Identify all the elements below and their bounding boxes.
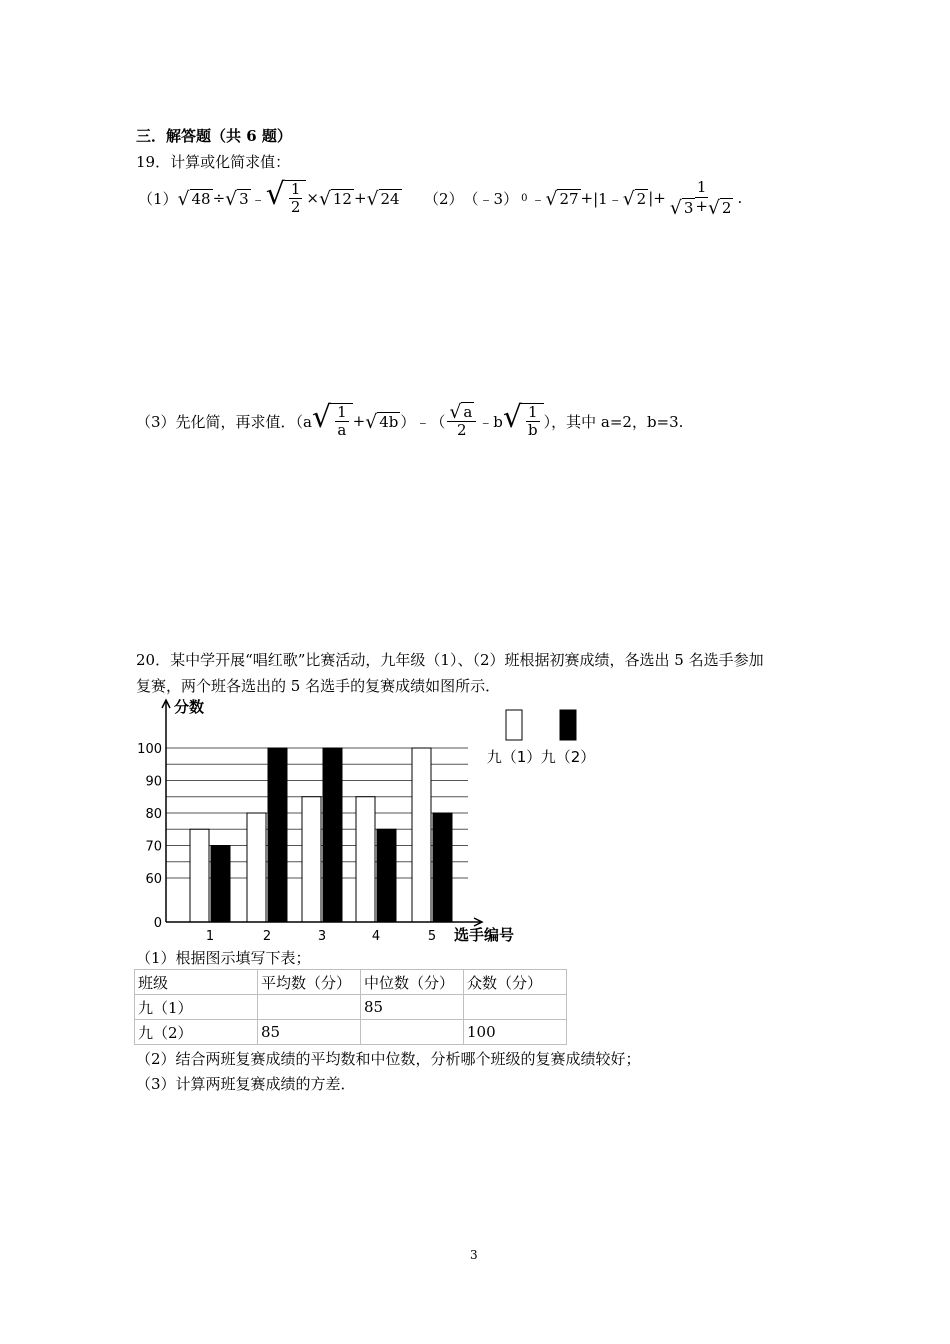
bar-class2	[377, 829, 396, 922]
legend-swatch	[506, 710, 522, 740]
table-header-row	[135, 970, 567, 995]
bar-class1	[190, 829, 209, 922]
q19-part3	[136, 396, 683, 446]
plus-sign: +	[353, 189, 367, 207]
table-row	[135, 1020, 567, 1045]
bar-class1	[302, 797, 321, 922]
y-tick-label: 0	[153, 916, 162, 931]
plus-sign: +	[653, 189, 666, 207]
q20-sub2: （2）结合两班复赛成绩的平均数和中位数，分析哪个班级的复赛成绩较好；	[136, 1050, 641, 1068]
y-tick-label: 90	[145, 774, 162, 790]
bar-chart	[132, 694, 622, 950]
plus-sign: +	[580, 189, 594, 207]
table-row	[135, 995, 567, 1020]
bar-class1	[412, 748, 431, 922]
q19-p3-label: （3）先化简，再求值．（a	[136, 412, 312, 431]
fraction-sqrt-a-over-2: √ a 2	[447, 402, 476, 439]
table-cell: 九（2）	[135, 1020, 258, 1045]
table-cell[interactable]	[361, 1020, 464, 1045]
x-tick-label: 2	[262, 929, 272, 944]
q20-sub3: （3）计算两班复赛成绩的方差．	[136, 1075, 356, 1093]
sqrt-24: √ 24	[366, 188, 400, 210]
q20-sub1: （1）根据图示填写下表；	[136, 949, 311, 967]
q19-p2-label: （2）	[424, 189, 464, 208]
table-cell[interactable]	[464, 995, 567, 1020]
table-cell: 85	[361, 995, 464, 1020]
table-cell: 九（1）	[135, 995, 258, 1020]
q19-p3-tail: ），其中 a=2，b=3.	[543, 412, 684, 431]
sqrt-half: √ $\frac{1}{2}$	[266, 180, 307, 217]
div-sign: ÷	[212, 189, 226, 207]
table-cell: 85	[258, 1020, 361, 1045]
y-tick-label: 100	[137, 742, 162, 757]
x-tick-label: 1	[205, 929, 215, 944]
legend-label: 九（1）	[486, 748, 542, 766]
plus-sign: +	[352, 412, 366, 430]
table-header: 平均数（分）	[258, 970, 361, 995]
page-number: 3	[470, 1248, 478, 1262]
mid-paren: ）﹣（	[400, 412, 446, 431]
sqrt-2: √ 2	[622, 188, 647, 210]
x-tick-label: 5	[427, 929, 437, 944]
legend-label: 九（2）	[540, 748, 596, 766]
bar-class2	[323, 748, 342, 922]
y-axis-title: 分数	[174, 698, 205, 716]
abs-open: |1﹣	[593, 189, 623, 208]
sqrt-1-over-b: √ $\frac{1}{b}$	[503, 403, 544, 440]
y-tick-label: 60	[145, 872, 162, 887]
chart-legend	[487, 710, 596, 766]
sqrt-1-over-a: √ $\frac{1}{a}$	[312, 403, 353, 440]
q20-line2: 复赛，两个班各选出的 5 名选手的复赛成绩如图所示．	[136, 677, 501, 695]
q20-line1: 20．某中学开展“唱红歌”比赛活动，九年级（1）、（2）班根据初赛成绩，各选出 5 名选手参加	[136, 651, 764, 669]
bar-class1	[356, 797, 375, 922]
fraction-reciprocal: 1 √ 3 + √ 2	[669, 178, 732, 219]
score-table	[134, 969, 567, 1045]
paren-neg3: （﹣3）	[463, 189, 519, 208]
sqrt-4b: √ 4b	[365, 411, 399, 433]
table-cell: 100	[464, 1020, 567, 1045]
table-header: 班级	[135, 970, 258, 995]
chart-bars	[190, 748, 452, 922]
table-cell[interactable]	[258, 995, 361, 1020]
times-sign: ×	[306, 189, 319, 207]
abs-close: |	[648, 189, 654, 207]
table-header: 中位数（分）	[361, 970, 464, 995]
minus-sign: ﹣	[250, 189, 266, 208]
q19-part1	[138, 174, 402, 222]
exponent-zero: 0	[521, 192, 528, 204]
fraction-half: $\frac{1}{2}$	[290, 179, 301, 216]
bar-class1	[247, 813, 266, 922]
y-tick-label: 70	[145, 839, 162, 855]
x-tick-label: 4	[371, 929, 381, 944]
table-header: 众数（分）	[464, 970, 567, 995]
bar-class2	[268, 748, 287, 922]
sqrt-3: √ 3	[225, 188, 249, 210]
sqrt-12: √ 12	[318, 188, 352, 210]
period: .	[737, 189, 743, 207]
bar-class2	[211, 846, 230, 923]
q19-p1-label: （1）	[138, 189, 178, 208]
sqrt-48: √ 48	[177, 188, 211, 210]
bar-class2	[433, 813, 452, 922]
y-tick-label: 80	[145, 807, 162, 822]
x-axis-title: 选手编号	[454, 926, 515, 944]
minus-b: ﹣b	[478, 412, 503, 431]
legend-swatch	[560, 710, 576, 740]
minus-sign: ﹣	[530, 189, 546, 208]
x-tick-label: 3	[317, 929, 327, 944]
sqrt-27: √ 27	[545, 188, 579, 210]
q19-part2	[424, 174, 742, 222]
q19-stem: 19．计算或化简求值：	[136, 153, 291, 171]
section-heading: 三．解答题（共 6 题）	[136, 127, 292, 145]
